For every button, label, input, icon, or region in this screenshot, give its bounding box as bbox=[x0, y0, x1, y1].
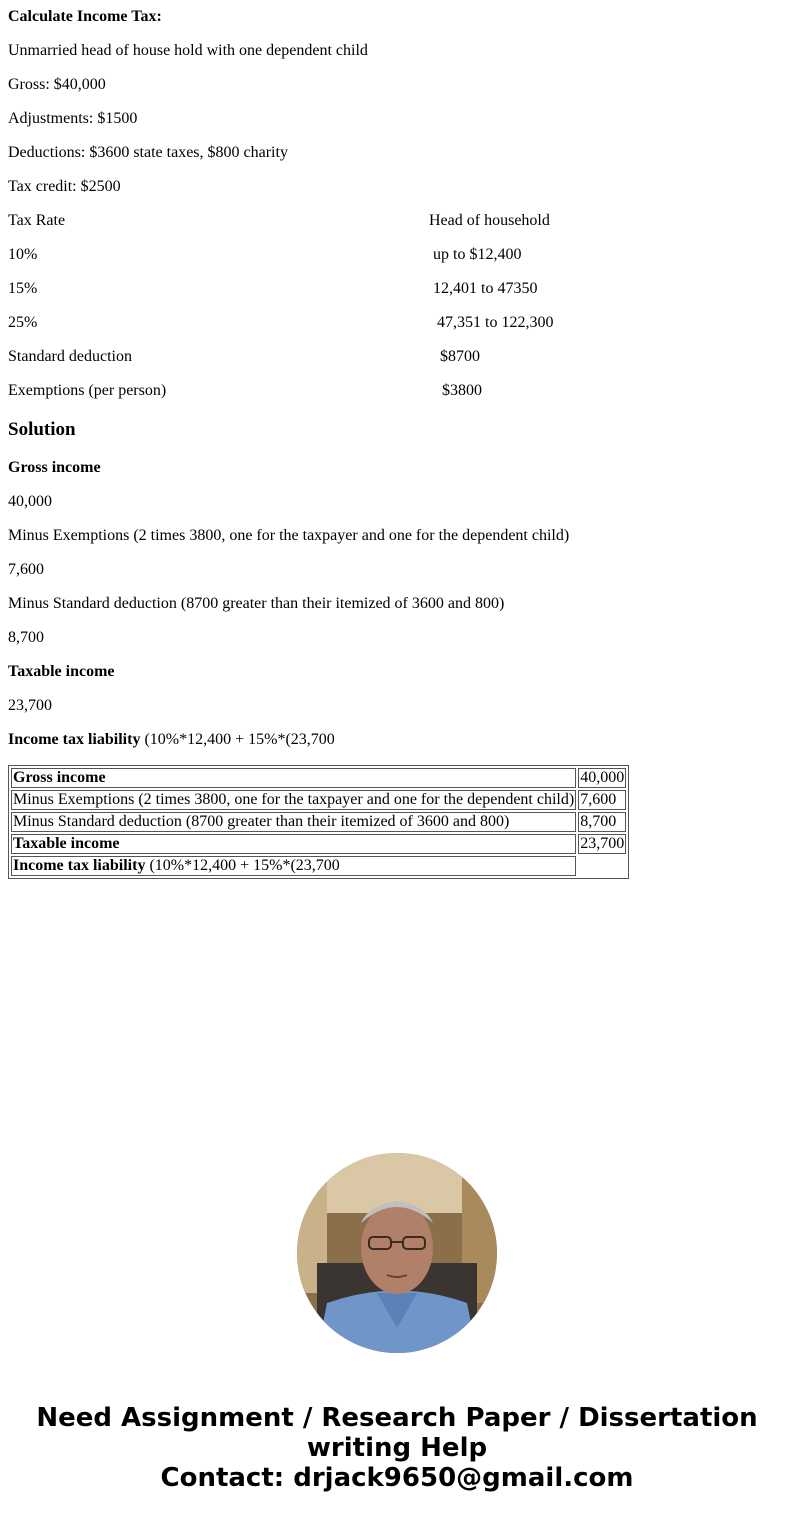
table-row bbox=[11, 812, 626, 832]
rate-row-left: 10% bbox=[8, 246, 38, 263]
summary-value-cell: 7,600 bbox=[578, 790, 626, 810]
summary-value-cell bbox=[578, 856, 626, 876]
summary-label-cell: Minus Exemptions (2 times 3800, one for the taxpayer and one for the dependent child) bbox=[13, 791, 575, 808]
promo-line: writing Help bbox=[306, 1433, 488, 1463]
summary-label: Gross income bbox=[13, 769, 106, 786]
gross-line: Gross: $40,000 bbox=[8, 76, 106, 93]
author-photo bbox=[297, 1153, 497, 1353]
table-row bbox=[11, 834, 626, 854]
summary-value-cell: 8,700 bbox=[578, 812, 626, 832]
summary-value-cell: 23,700 bbox=[580, 835, 625, 852]
rate-table-header-right: Head of household bbox=[429, 212, 550, 229]
deductions-line: Deductions: $3600 state taxes, $800 charity bbox=[8, 144, 288, 161]
taxable-income-value: 23,700 bbox=[8, 697, 52, 714]
author-avatar bbox=[297, 1153, 497, 1353]
standard-deduction-label: Minus Standard deduction (8700 greater than their itemized of 3600 and 800) bbox=[8, 595, 505, 612]
tax-credit-line: Tax credit: $2500 bbox=[8, 178, 121, 195]
solution-heading: Solution bbox=[8, 419, 76, 440]
promo-line: Need Assignment / Research Paper / Dissertation bbox=[36, 1403, 758, 1433]
summary-formula: (10%*12,400 + 15%*(23,700 bbox=[145, 857, 340, 874]
rate-row-right: up to $12,400 bbox=[433, 246, 522, 263]
gross-income-label: Gross income bbox=[8, 459, 101, 476]
rate-row-left: 15% bbox=[8, 280, 38, 297]
gross-income-value: 40,000 bbox=[8, 493, 52, 510]
problem-title: Calculate Income Tax: bbox=[8, 8, 162, 25]
promo-contact: Contact: drjack9650@gmail.com bbox=[160, 1463, 634, 1493]
income-tax-liability-formula: (10%*12,400 + 15%*(23,700 bbox=[140, 731, 335, 748]
summary-label-cell: Minus Standard deduction (8700 greater than their itemized of 3600 and 800) bbox=[11, 812, 576, 832]
rate-table-header-left: Tax Rate bbox=[8, 212, 66, 229]
rate-row-left: Standard deduction bbox=[8, 348, 132, 365]
summary-value-cell: 40,000 bbox=[580, 769, 625, 786]
filing-status: Unmarried head of house hold with one dependent child bbox=[8, 42, 368, 59]
taxable-income-label: Taxable income bbox=[8, 663, 115, 680]
standard-deduction-value: 8,700 bbox=[8, 629, 44, 646]
summary-label-cell bbox=[11, 856, 576, 876]
rate-row-right: 47,351 to 122,300 bbox=[437, 314, 554, 331]
rate-row-left: Exemptions (per person) bbox=[8, 382, 167, 399]
exemptions-label: Minus Exemptions (2 times 3800, one for the taxpayer and one for the dependent child) bbox=[8, 527, 570, 544]
income-tax-liability-label: Income tax liability bbox=[8, 731, 141, 748]
adjustments-line: Adjustments: $1500 bbox=[8, 110, 138, 127]
exemptions-value: 7,600 bbox=[8, 561, 44, 578]
summary-label-cell bbox=[11, 834, 576, 854]
income-tax-liability-line bbox=[8, 731, 335, 749]
table-row bbox=[11, 856, 626, 876]
table-row bbox=[11, 768, 626, 788]
table-row bbox=[11, 790, 626, 810]
summary-label-cell bbox=[11, 768, 576, 788]
promo-banner bbox=[0, 1403, 794, 1493]
summary-label: Income tax liability bbox=[13, 857, 146, 874]
summary-label: Taxable income bbox=[13, 835, 120, 852]
rate-row-left: 25% bbox=[8, 314, 38, 331]
rate-row-right: $8700 bbox=[440, 348, 480, 365]
rate-row-right: 12,401 to 47350 bbox=[433, 280, 538, 297]
rate-row-right: $3800 bbox=[442, 382, 482, 399]
summary-table bbox=[8, 765, 629, 879]
